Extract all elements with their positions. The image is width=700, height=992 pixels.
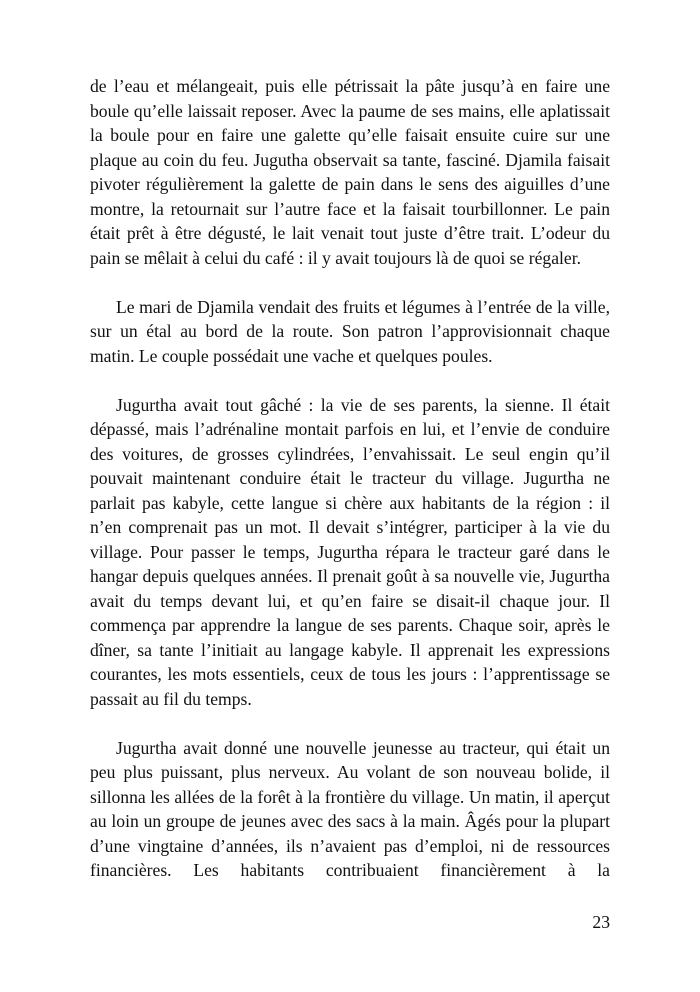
paragraph-4: Jugurtha avait donné une nouvelle jeunesse au tracteur, qui était un peu plus puissant, plus nerveux. Au volant de son nouveau bolide, il sillonna les allées de la forêt à la frontière du village. Un matin, il aperçut au loin un groupe de jeunes avec des sacs à la main. Âgés pour la plupart d’une vingtaine d’années, ils n’avaient pas d’emploi, ni de ressources financières. Les habitants contribuaient financièrement à la xyxy=(90,737,610,880)
page-body xyxy=(90,74,610,883)
paragraph-2: Le mari de Djamila vendait des fruits et légumes à l’entrée de la ville, sur un étal au bord de la route. Son patron l’approvisionnait chaque matin. Le couple possédait une vache et quelques poules. xyxy=(90,296,610,366)
page-number: 23 xyxy=(592,912,610,932)
paragraph-1: de l’eau et mélangeait, puis elle pétrissait la pâte jusqu’à en faire une boule qu’elle laissait reposer. Avec la paume de ses mains, elle aplatissait la boule pour en faire une galette qu’elle faisait ensuite cuire sur une plaque au coin du feu. Jugutha observait sa tante, fasciné. Djamila faisait pivoter régulièrement la galette de pain dans le sens des aiguilles d’une montre, la retournait sur l’autre face et la faisait tourbillonner. Le pain était prêt à être dégusté, le lait venait tout juste d’être trait. L’odeur du pain se mêlait à celui du café : il y avait toujours là de quoi se régaler. xyxy=(90,76,610,268)
paragraph-3: Jugurtha avait tout gâché : la vie de ses parents, la sienne. Il était dépassé, mais l’adrénaline montait parfois en lui, et l’envie de conduire des voitures, de grosses cylindrées, l’envahissait. Le seul engin qu’il pouvait maintenant conduire était le tracteur du village. Jugurtha ne parlait pas kabyle, cette langue si chère aux habitants de la région : il n’en comprenait pas un mot. Il devait s’intégrer, participer à la vie du village. Pour passer le temps, Jugurtha répara le tracteur garé dans le hangar depuis quelques années. Il prenait goût à sa nouvelle vie, Jugurtha avait du temps devant lui, et qu’en faire se disait-il chaque jour. Il commença par apprendre la langue de ses parents. Chaque soir, après le dîner, sa tante l’initiait au langage kabyle. Il apprenait les expressions courantes, les mots essentiels, ceux de tous les jours : l’apprentissage se passait au fil du temps. xyxy=(90,394,610,709)
